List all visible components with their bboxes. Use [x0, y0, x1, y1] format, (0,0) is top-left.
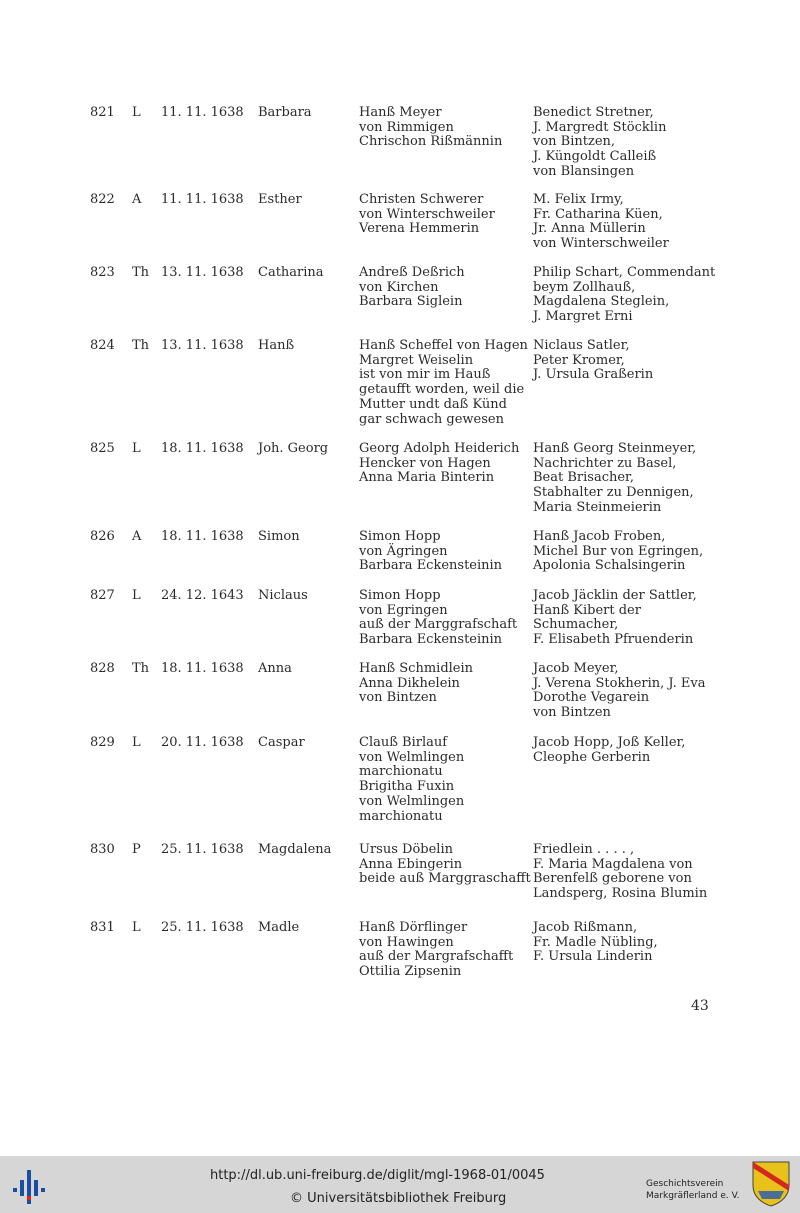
- entry-parents-line: von Ägringen: [359, 543, 448, 559]
- entry-parents-line: von Egringen: [359, 602, 448, 618]
- entry-godparents-line: Michel Bur von Egringen,: [533, 543, 704, 559]
- entry-child-name: Caspar: [258, 735, 305, 750]
- entry-parents-line: auß der Marggrafschaft: [359, 617, 518, 633]
- entry-godparents-line: Maria Steinmeierin: [533, 499, 662, 515]
- entry-parents: [359, 662, 473, 706]
- entry-parents: [359, 339, 528, 427]
- entry-godparents: [533, 736, 685, 765]
- entry-parents: [359, 736, 464, 824]
- entry-parents-line: Hanß Meyer: [359, 105, 442, 120]
- entry-child-name: Hanß: [258, 338, 295, 353]
- entry-parents-line: Hanß Scheffel von Hagen: [359, 338, 528, 353]
- entry-date: 18. 11. 1638: [161, 529, 244, 544]
- entry-date: 11. 11. 1638: [161, 192, 244, 207]
- footer-copyright: © Universitätsbibliothek Freiburg: [290, 1191, 507, 1206]
- entry-godparents-line: Fr. Catharina Küen,: [533, 206, 663, 222]
- entry-godparents-line: Schumacher,: [533, 617, 619, 633]
- entry-parents-line: Georg Adolph Heiderich: [359, 441, 520, 456]
- entry-parents-line: marchionatu: [359, 764, 443, 780]
- entry-godparents: [533, 843, 707, 902]
- entry-godparents-line: Philip Schart, Commendant: [533, 265, 716, 280]
- entry-godparents-line: J. Margredt Stöcklin: [533, 119, 667, 135]
- entry-godparents-line: M. Felix Irmy,: [533, 192, 624, 207]
- entry-godparents-line: Friedlein . . . . ,: [533, 842, 635, 857]
- entry-number: 825: [90, 441, 115, 456]
- entry-godparents-line: Magdalena Steglein,: [533, 294, 670, 310]
- entry-parents-line: von Hawingen: [359, 934, 454, 950]
- entry-godparents-line: Nachrichter zu Basel,: [533, 455, 677, 471]
- entry-confession: L: [132, 920, 141, 935]
- entry-date: 20. 11. 1638: [161, 735, 244, 750]
- entry-parents: [359, 442, 519, 486]
- entry-number: 823: [90, 265, 115, 280]
- entry-parents-line: Andreß Deßrich: [359, 265, 465, 280]
- page-number: 43: [691, 998, 709, 1014]
- entry-parents-line: Ottilia Zipsenin: [359, 964, 462, 980]
- entry-godparents-line: Fr. Madle Nübling,: [533, 934, 658, 950]
- society-name: [646, 1178, 739, 1202]
- entry-godparents-line: von Bintzen,: [533, 134, 616, 150]
- entry-godparents-line: Berenfelß geborene von: [533, 871, 692, 887]
- footer-url-link[interactable]: http://dl.ub.uni-freiburg.de/diglit/mgl-1968-01/0045: [210, 1168, 545, 1183]
- entry-parents-line: beide auß Marggraschafft: [359, 871, 531, 887]
- entry-parents-line: gar schwach gewesen: [359, 411, 504, 427]
- entry-godparents-line: Beat Brisacher,: [533, 470, 634, 486]
- entry-godparents-line: J. Margret Erni: [533, 309, 633, 325]
- entry-date: 11. 11. 1638: [161, 105, 244, 120]
- entry-confession: Th: [132, 265, 150, 280]
- entry-parents: [359, 843, 531, 887]
- entry-godparents-line: Jacob Jäcklin der Sattler,: [533, 588, 697, 603]
- society-name-line1: Geschichtsverein: [646, 1179, 724, 1189]
- entry-godparents-line: Apolonia Schalsingerin: [533, 558, 686, 574]
- entry-parents-line: getaufft worden, weil die: [359, 382, 525, 398]
- entry-parents-line: Chrischon Rißmännin: [359, 134, 503, 150]
- entry-godparents: [533, 442, 696, 516]
- entry-child-name: Simon: [258, 529, 300, 544]
- entry-parents: [359, 921, 513, 980]
- entry-godparents-line: Cleophe Gerberin: [533, 749, 651, 765]
- entry-date: 25. 11. 1638: [161, 842, 244, 857]
- entry-confession: L: [132, 588, 141, 603]
- entry-date: 25. 11. 1638: [161, 920, 244, 935]
- entry-godparents-line: Stabhalter zu Dennigen,: [533, 485, 694, 501]
- entry-parents-line: Barbara Siglein: [359, 294, 463, 310]
- university-library-logo-icon: [10, 1164, 52, 1204]
- entry-parents: [359, 193, 495, 237]
- entry-parents: [359, 530, 502, 574]
- entry-parents-line: Simon Hopp: [359, 588, 441, 603]
- entry-child-name: Catharina: [258, 265, 324, 280]
- entry-godparents-line: von Blansingen: [533, 163, 635, 179]
- entry-number: 828: [90, 661, 115, 676]
- entry-number: 826: [90, 529, 115, 544]
- entry-number: 821: [90, 105, 115, 120]
- entry-confession: P: [132, 842, 141, 857]
- entry-godparents-line: beym Zollhauß,: [533, 279, 636, 295]
- entry-godparents-line: von Bintzen: [533, 705, 611, 721]
- entry-godparents-line: Landsperg, Rosina Blumin: [533, 886, 708, 902]
- entry-godparents-line: J. Küngoldt Calleiß: [533, 149, 657, 165]
- entry-number: 829: [90, 735, 115, 750]
- entry-godparents-line: Hanß Georg Steinmeyer,: [533, 441, 697, 456]
- entry-godparents-line: Jr. Anna Müllerin: [533, 221, 646, 237]
- entry-parents-line: Anna Ebingerin: [359, 856, 463, 872]
- entry-child-name: Joh. Georg: [258, 441, 329, 456]
- entry-date: 24. 12. 1643: [161, 588, 244, 603]
- entry-godparents-line: Dorothe Vegarein: [533, 690, 650, 706]
- entry-godparents: [533, 589, 697, 648]
- entry-godparents: [533, 106, 666, 180]
- entry-godparents-line: Niclaus Satler,: [533, 338, 630, 353]
- entry-godparents-line: J. Verena Stokherin, J. Eva: [533, 675, 706, 691]
- entry-parents: [359, 266, 465, 310]
- entry-parents-line: von Bintzen: [359, 690, 437, 706]
- entry-godparents-line: F. Ursula Linderin: [533, 949, 653, 965]
- entry-confession: L: [132, 735, 141, 750]
- entry-confession: L: [132, 441, 141, 456]
- entry-parents-line: Ursus Döbelin: [359, 842, 453, 857]
- entry-parents-line: Brigitha Fuxin: [359, 779, 455, 795]
- entry-godparents-line: Jacob Hopp, Joß Keller,: [533, 735, 686, 750]
- entry-confession: Th: [132, 661, 150, 676]
- entry-confession: Th: [132, 338, 150, 353]
- entry-godparents-line: Benedict Stretner,: [533, 105, 654, 120]
- entry-date: 13. 11. 1638: [161, 338, 244, 353]
- entry-godparents-line: Peter Kromer,: [533, 352, 625, 368]
- entry-parents-line: ist von mir im Hauß: [359, 367, 491, 383]
- entry-number: 831: [90, 920, 115, 935]
- entry-parents-line: von Rimmigen: [359, 119, 454, 135]
- entry-parents-line: auß der Margrafschafft: [359, 949, 514, 965]
- entry-child-name: Niclaus: [258, 588, 308, 603]
- entry-date: 13. 11. 1638: [161, 265, 244, 280]
- entry-parents-line: Barbara Eckensteinin: [359, 558, 503, 574]
- entry-godparents: [533, 921, 658, 965]
- entry-parents-line: Clauß Birlauf: [359, 735, 448, 750]
- entry-godparents-line: Hanß Jacob Froben,: [533, 529, 666, 544]
- entry-godparents: [533, 193, 669, 252]
- entry-confession: A: [132, 192, 142, 207]
- entry-date: 18. 11. 1638: [161, 441, 244, 456]
- entry-parents-line: Barbara Eckensteinin: [359, 632, 503, 648]
- entry-child-name: Esther: [258, 192, 302, 207]
- entry-parents-line: von Welmlingen: [359, 749, 465, 765]
- entry-godparents-line: Jacob Meyer,: [533, 661, 619, 676]
- entry-child-name: Barbara: [258, 105, 312, 120]
- entry-godparents-line: J. Ursula Graßerin: [533, 367, 654, 383]
- entry-parents-line: Hanß Dörflinger: [359, 920, 468, 935]
- entry-parents-line: marchionatu: [359, 808, 443, 824]
- entry-parents-line: Christen Schwerer: [359, 192, 484, 207]
- entry-godparents: [533, 339, 653, 383]
- entry-number: 824: [90, 338, 115, 353]
- entry-child-name: Madle: [258, 920, 300, 935]
- entry-number: 822: [90, 192, 115, 207]
- entry-godparents: [533, 662, 705, 721]
- entry-parents-line: von Winterschweiler: [359, 206, 495, 222]
- entry-parents: [359, 106, 502, 150]
- entry-number: 830: [90, 842, 115, 857]
- coat-of-arms-icon: [752, 1161, 790, 1207]
- entry-parents-line: Verena Hemmerin: [359, 221, 480, 237]
- entry-parents-line: Hanß Schmidlein: [359, 661, 474, 676]
- entry-date: 18. 11. 1638: [161, 661, 244, 676]
- entry-godparents: [533, 530, 703, 574]
- entry-parents-line: Simon Hopp: [359, 529, 441, 544]
- entry-godparents-line: F. Maria Magdalena von: [533, 856, 693, 872]
- entry-child-name: Magdalena: [258, 842, 332, 857]
- entry-godparents: [533, 266, 715, 325]
- entry-parents-line: Anna Maria Binterin: [359, 470, 495, 486]
- entry-parents-line: von Kirchen: [359, 279, 439, 295]
- entry-parents-line: Margret Weiselin: [359, 352, 474, 368]
- entry-parents-line: von Welmlingen: [359, 793, 465, 809]
- entry-godparents-line: von Winterschweiler: [533, 236, 669, 252]
- entry-confession: L: [132, 105, 141, 120]
- entry-godparents-line: Jacob Rißmann,: [533, 920, 638, 935]
- entry-confession: A: [132, 529, 142, 544]
- entry-parents-line: Hencker von Hagen: [359, 455, 491, 471]
- entry-godparents-line: F. Elisabeth Pfruenderin: [533, 632, 694, 648]
- entry-parents: [359, 589, 517, 648]
- entry-number: 827: [90, 588, 115, 603]
- entry-godparents-line: Hanß Kibert der: [533, 602, 641, 618]
- footer-bar: [0, 1156, 800, 1213]
- entry-child-name: Anna: [258, 661, 292, 676]
- entry-parents-line: Anna Dikhelein: [359, 675, 460, 691]
- society-name-line2: Markgräflerland e. V.: [646, 1191, 740, 1201]
- entry-parents-line: Mutter undt daß Künd: [359, 396, 507, 412]
